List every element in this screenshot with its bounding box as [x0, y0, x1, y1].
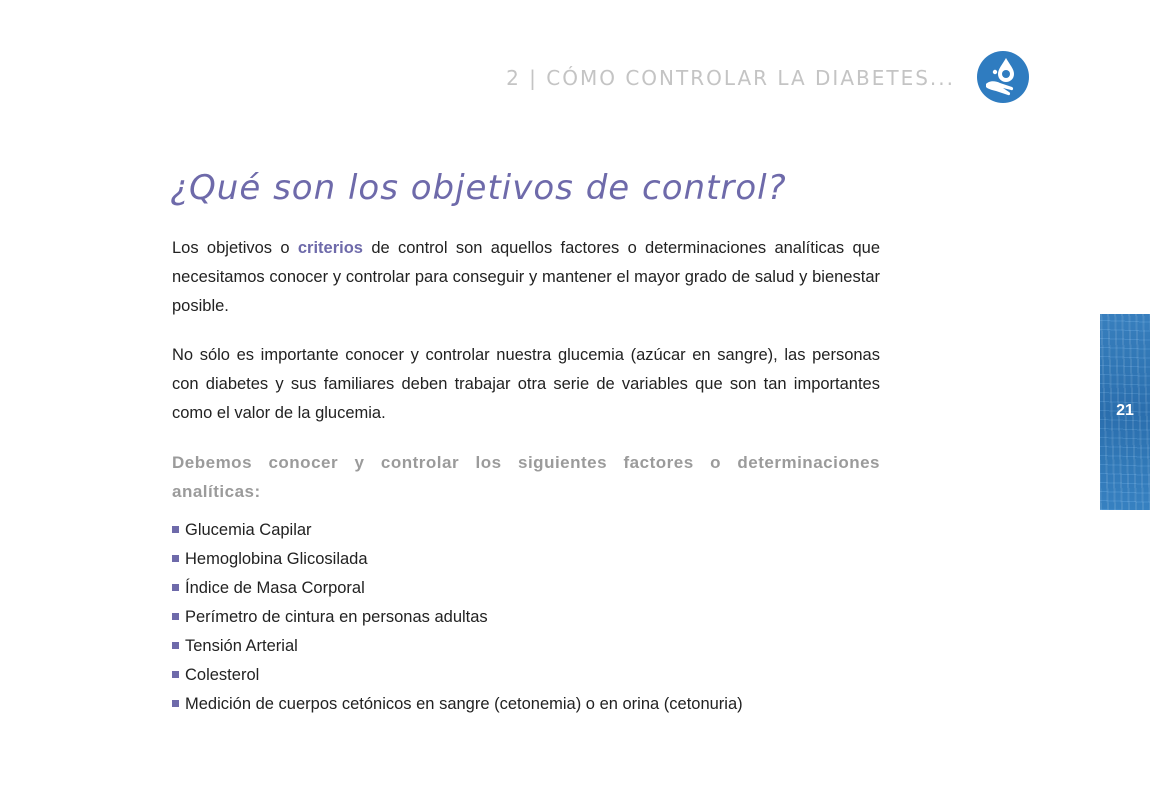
factors-list — [172, 516, 880, 719]
square-bullet-icon — [172, 584, 179, 591]
list-item-label: Tensión Arterial — [185, 637, 298, 655]
diabetes-drop-hand-icon — [976, 50, 1030, 104]
list-item-label: Colesterol — [185, 666, 260, 684]
list-item — [172, 516, 880, 545]
factors-lead: Debemos conocer y controlar los siguientes factores o determinaciones analíticas: — [172, 453, 880, 501]
page-tab — [1100, 314, 1150, 510]
paragraph-text: Los objetivos o — [172, 239, 298, 257]
square-bullet-icon — [172, 671, 179, 678]
list-item-label: Índice de Masa Corporal — [185, 579, 365, 597]
paragraph-criterios — [172, 234, 880, 321]
content-body — [172, 234, 880, 719]
list-item — [172, 545, 880, 574]
square-bullet-icon — [172, 555, 179, 562]
list-item-label: Medición de cuerpos cetónicos en sangre (cetonemia) o en orina (cetonuria) — [185, 695, 743, 713]
paragraph-text: de control son aquellos factores o determinaciones analíticas que necesitamos conocer y controlar para conseguir y mantener el mayor grado de salud y bienestar posible. — [172, 239, 881, 315]
list-item — [172, 690, 880, 719]
highlight-term: criterios — [297, 239, 363, 257]
section-header: 2 | CÓMO CONTROLAR LA DIABETES... — [506, 66, 955, 90]
square-bullet-icon — [172, 613, 179, 620]
square-bullet-icon — [172, 526, 179, 533]
list-item — [172, 661, 880, 690]
square-bullet-icon — [172, 700, 179, 707]
list-item — [172, 632, 880, 661]
list-item — [172, 574, 880, 603]
list-item-label: Perímetro de cintura en personas adultas — [185, 608, 488, 626]
square-bullet-icon — [172, 642, 179, 649]
list-item-label: Hemoglobina Glicosilada — [185, 550, 368, 568]
list-item-label: Glucemia Capilar — [185, 521, 312, 539]
page-number: 21 — [1116, 402, 1134, 419]
list-item — [172, 603, 880, 632]
paragraph-glucemia: No sólo es importante conocer y controlar nuestra glucemia (azúcar en sangre), las personas con diabetes y sus familiares deben trabajar otra serie de variables que son tan importantes como el valor de la glucemia. — [172, 346, 880, 422]
page-heading: ¿Qué son los objetivos de control? — [170, 168, 787, 208]
